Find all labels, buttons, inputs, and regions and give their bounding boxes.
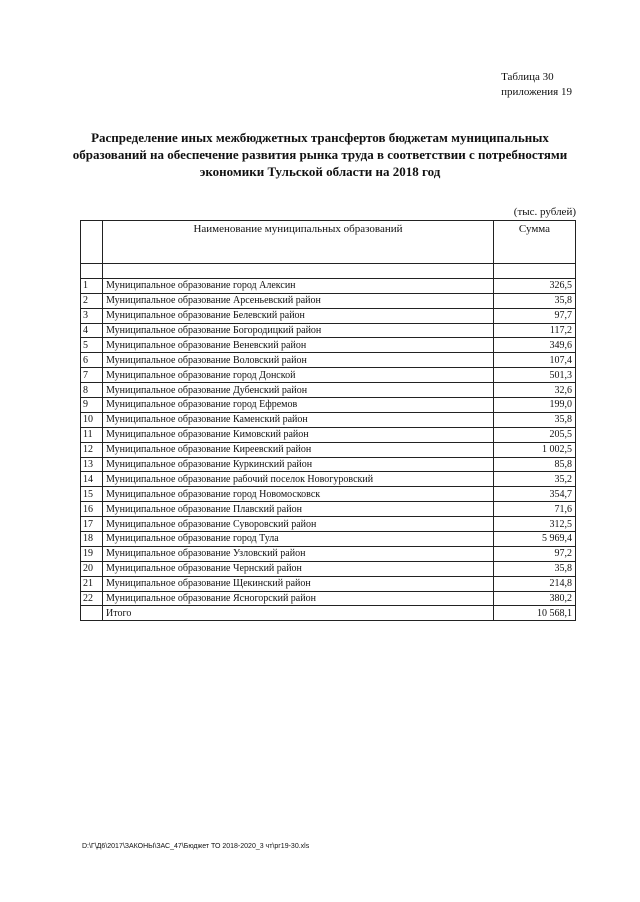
table-row bbox=[81, 546, 576, 561]
row-number: 2 bbox=[81, 293, 103, 308]
amount: 214,8 bbox=[494, 576, 576, 591]
table-row bbox=[81, 368, 576, 383]
title-line-2: образований на обеспечение развития рынка труда в соответствии с потребностями bbox=[72, 147, 568, 162]
row-number: 8 bbox=[81, 383, 103, 398]
table-row bbox=[81, 591, 576, 606]
municipality-name: Муниципальное образование город Алексин bbox=[103, 278, 494, 293]
amount: 32,6 bbox=[494, 383, 576, 398]
row-number: 22 bbox=[81, 591, 103, 606]
amount: 312,5 bbox=[494, 517, 576, 532]
amount: 5 969,4 bbox=[494, 532, 576, 547]
total-label: Итого bbox=[103, 606, 494, 621]
amount: 501,3 bbox=[494, 368, 576, 383]
table-number: Таблица 30 bbox=[501, 71, 554, 83]
row-number: 6 bbox=[81, 353, 103, 368]
amount: 326,5 bbox=[494, 278, 576, 293]
document-title bbox=[60, 129, 580, 180]
row-number: 12 bbox=[81, 442, 103, 457]
amount: 380,2 bbox=[494, 591, 576, 606]
amount: 354,7 bbox=[494, 487, 576, 502]
amount: 35,2 bbox=[494, 472, 576, 487]
table-row bbox=[81, 412, 576, 427]
total-amount: 10 568,1 bbox=[494, 606, 576, 621]
amount: 97,7 bbox=[494, 308, 576, 323]
total-number bbox=[81, 606, 103, 621]
table-row bbox=[81, 576, 576, 591]
table-row bbox=[81, 308, 576, 323]
row-number: 15 bbox=[81, 487, 103, 502]
row-number: 5 bbox=[81, 338, 103, 353]
amount: 205,5 bbox=[494, 427, 576, 442]
table-row bbox=[81, 278, 576, 293]
municipality-name: Муниципальное образование город Новомосковск bbox=[103, 487, 494, 502]
row-number: 10 bbox=[81, 412, 103, 427]
units-label: (тыс. рублей) bbox=[513, 206, 576, 218]
municipality-name: Муниципальное образование Чернский район bbox=[103, 561, 494, 576]
table-row bbox=[81, 442, 576, 457]
municipality-name: Муниципальное образование город Тула bbox=[103, 532, 494, 547]
row-number: 13 bbox=[81, 457, 103, 472]
municipality-name: Муниципальное образование Арсеньевский район bbox=[103, 293, 494, 308]
header-sum: Сумма bbox=[494, 221, 576, 264]
row-number: 9 bbox=[81, 398, 103, 413]
file-path: D:\Г\Д6\2017\ЗАКОНЫ\ЗАС_47\Бюджет ТО 2018-2020_3 чт\рг19-30.xls bbox=[82, 843, 310, 850]
table-row bbox=[81, 457, 576, 472]
municipality-name: Муниципальное образование Богородицкий район bbox=[103, 323, 494, 338]
row-number: 7 bbox=[81, 368, 103, 383]
table-row bbox=[81, 502, 576, 517]
table-row bbox=[81, 487, 576, 502]
municipality-name: Муниципальное образование город Ефремов bbox=[103, 398, 494, 413]
municipality-name: Муниципальное образование Дубенский район bbox=[103, 383, 494, 398]
amount: 1 002,5 bbox=[494, 442, 576, 457]
amount: 85,8 bbox=[494, 457, 576, 472]
table-row bbox=[81, 532, 576, 547]
row-number: 20 bbox=[81, 561, 103, 576]
row-number: 4 bbox=[81, 323, 103, 338]
municipality-name: Муниципальное образование Щекинский район bbox=[103, 576, 494, 591]
title-line-3: экономики Тульской области на 2018 год bbox=[199, 164, 441, 179]
row-number: 3 bbox=[81, 308, 103, 323]
municipality-name: Муниципальное образование Киреевский район bbox=[103, 442, 494, 457]
table-reference bbox=[501, 70, 572, 100]
blank-row bbox=[81, 264, 576, 279]
header-name: Наименование муниципальных образований bbox=[103, 221, 494, 264]
municipality-name: Муниципальное образование город Донской bbox=[103, 368, 494, 383]
amount: 349,6 bbox=[494, 338, 576, 353]
amount: 97,2 bbox=[494, 546, 576, 561]
amount: 35,8 bbox=[494, 293, 576, 308]
municipality-name: Муниципальное образование Каменский район bbox=[103, 412, 494, 427]
municipality-name: Муниципальное образование Суворовский район bbox=[103, 517, 494, 532]
appendix-reference: приложения 19 bbox=[501, 86, 572, 98]
municipality-name: Муниципальное образование Ясногорский район bbox=[103, 591, 494, 606]
table-row bbox=[81, 293, 576, 308]
amount: 107,4 bbox=[494, 353, 576, 368]
title-line-1: Распределение иных межбюджетных трансфертов бюджетам муниципальных bbox=[91, 130, 549, 145]
total-row bbox=[81, 606, 576, 621]
municipality-name: Муниципальное образование Веневский район bbox=[103, 338, 494, 353]
row-number: 19 bbox=[81, 546, 103, 561]
table-row bbox=[81, 383, 576, 398]
table-row bbox=[81, 561, 576, 576]
amount: 199,0 bbox=[494, 398, 576, 413]
row-number: 18 bbox=[81, 532, 103, 547]
table-row bbox=[81, 517, 576, 532]
row-number: 17 bbox=[81, 517, 103, 532]
row-number: 16 bbox=[81, 502, 103, 517]
table-row bbox=[81, 472, 576, 487]
amount: 35,8 bbox=[494, 412, 576, 427]
amount: 71,6 bbox=[494, 502, 576, 517]
table-header-row bbox=[81, 221, 576, 264]
municipality-name: Муниципальное образование Узловский район bbox=[103, 546, 494, 561]
municipality-name: Муниципальное образование рабочий поселок Новогуровский bbox=[103, 472, 494, 487]
table-row bbox=[81, 398, 576, 413]
municipality-name: Муниципальное образование Белевский район bbox=[103, 308, 494, 323]
table-row bbox=[81, 427, 576, 442]
row-number: 21 bbox=[81, 576, 103, 591]
row-number: 11 bbox=[81, 427, 103, 442]
row-number: 14 bbox=[81, 472, 103, 487]
municipality-name: Муниципальное образование Воловский район bbox=[103, 353, 494, 368]
table-row bbox=[81, 338, 576, 353]
amount: 35,8 bbox=[494, 561, 576, 576]
row-number: 1 bbox=[81, 278, 103, 293]
table-row bbox=[81, 323, 576, 338]
amount: 117,2 bbox=[494, 323, 576, 338]
transfers-table bbox=[80, 220, 576, 621]
table-row bbox=[81, 353, 576, 368]
municipality-name: Муниципальное образование Плавский район bbox=[103, 502, 494, 517]
municipality-name: Муниципальное образование Куркинский район bbox=[103, 457, 494, 472]
header-number bbox=[81, 221, 103, 264]
table-body bbox=[81, 264, 576, 621]
municipality-name: Муниципальное образование Кимовский район bbox=[103, 427, 494, 442]
